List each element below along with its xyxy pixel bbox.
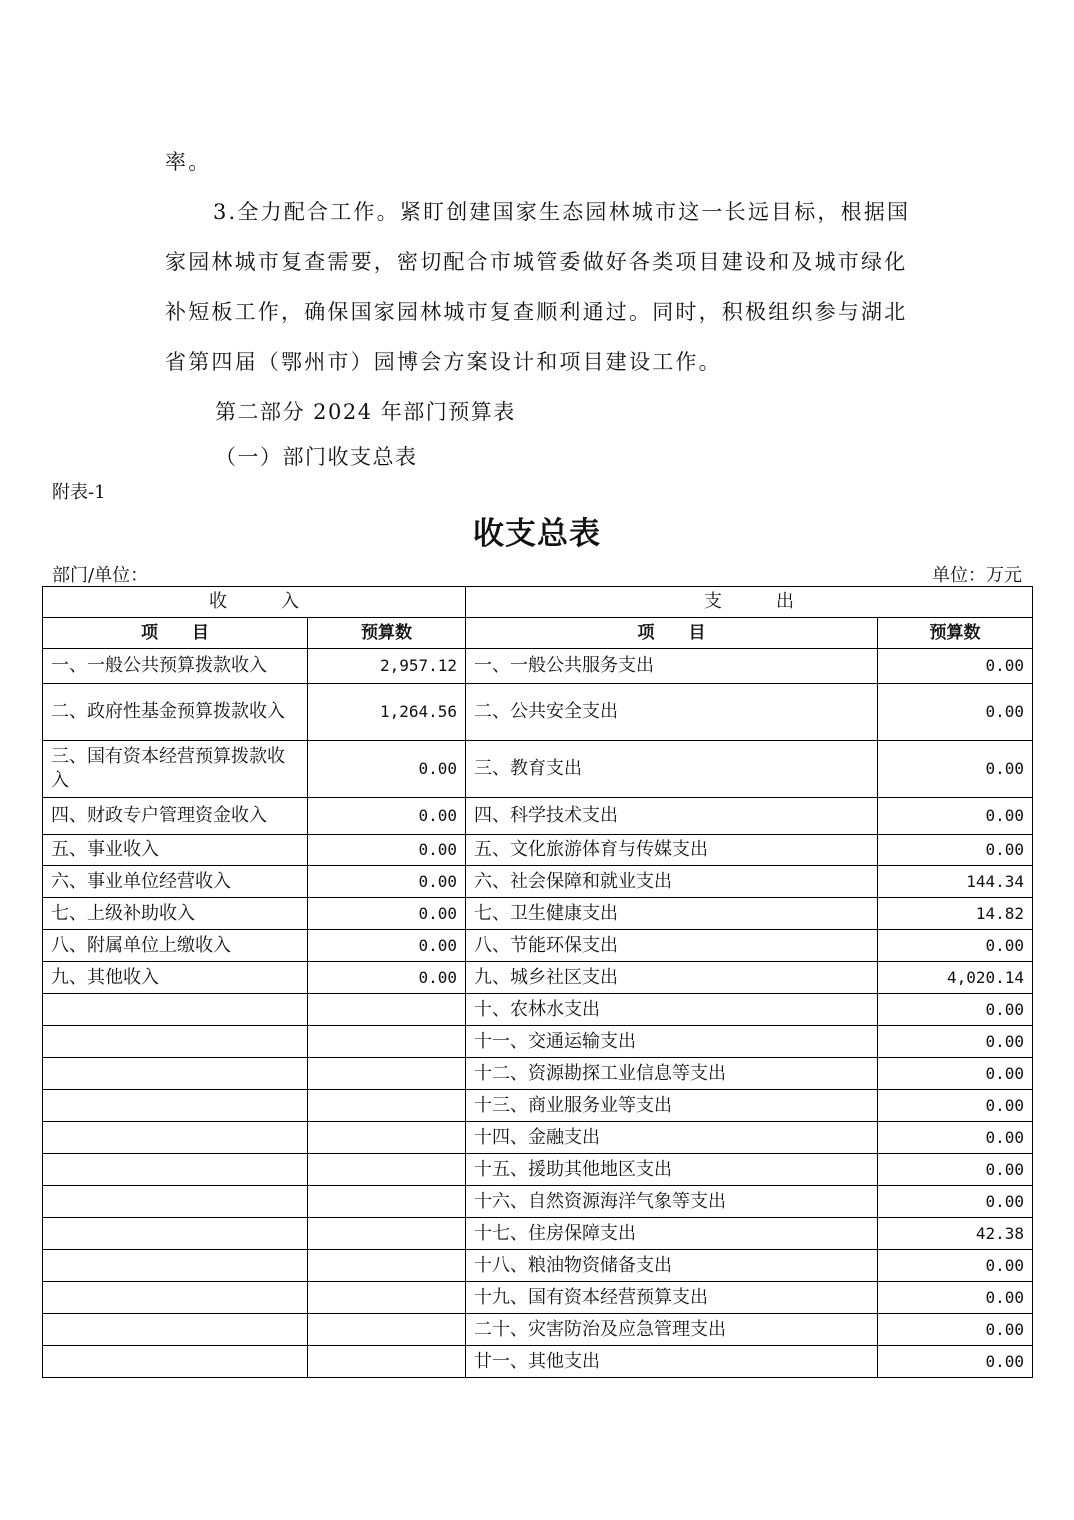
income-item-cell bbox=[43, 1346, 308, 1378]
budget-summary-table bbox=[42, 586, 1033, 1378]
income-amount-cell: 2,957.12 bbox=[308, 649, 466, 684]
expense-item-cell: 十一、交通运输支出 bbox=[466, 1026, 878, 1058]
income-amount-cell bbox=[308, 1186, 466, 1218]
table-row bbox=[43, 962, 1033, 994]
expense-item-cell: 十、农林水支出 bbox=[466, 994, 878, 1026]
expense-item-cell: 八、节能环保支出 bbox=[466, 930, 878, 962]
income-item-cell bbox=[43, 1218, 308, 1250]
expense-amount-cell: 14.82 bbox=[878, 898, 1033, 930]
part-title: 第二部分 2024 年部门预算表 bbox=[215, 400, 516, 424]
income-amount-cell bbox=[308, 1218, 466, 1250]
column-header-row bbox=[43, 618, 1033, 649]
expense-amount-cell: 0.00 bbox=[878, 835, 1033, 866]
income-amount-cell: 0.00 bbox=[308, 962, 466, 994]
income-amount-cell: 0.00 bbox=[308, 835, 466, 866]
expense-item-cell: 十八、粮油物资储备支出 bbox=[466, 1250, 878, 1282]
income-item-cell: 四、财政专户管理资金收入 bbox=[43, 798, 308, 835]
income-amount-cell bbox=[308, 1314, 466, 1346]
income-amount-cell bbox=[308, 1250, 466, 1282]
expense-item-cell: 十三、商业服务业等支出 bbox=[466, 1090, 878, 1122]
income-amount-cell bbox=[308, 1154, 466, 1186]
income-item-cell: 一、一般公共预算拨款收入 bbox=[43, 649, 308, 684]
expense-amount-cell: 0.00 bbox=[878, 1154, 1033, 1186]
expense-amount-cell: 0.00 bbox=[878, 684, 1033, 741]
income-item-cell bbox=[43, 1058, 308, 1090]
expense-amount-cell: 0.00 bbox=[878, 930, 1033, 962]
income-item-cell bbox=[43, 1154, 308, 1186]
table-row bbox=[43, 994, 1033, 1026]
expense-item-cell: 十五、援助其他地区支出 bbox=[466, 1154, 878, 1186]
income-amount-header: 预算数 bbox=[308, 618, 466, 649]
expense-amount-cell: 0.00 bbox=[878, 741, 1033, 798]
income-amount-cell: 0.00 bbox=[308, 898, 466, 930]
table-row bbox=[43, 649, 1033, 684]
expense-item-header: 项 目 bbox=[466, 618, 878, 649]
expense-amount-cell: 0.00 bbox=[878, 798, 1033, 835]
table-row bbox=[43, 1122, 1033, 1154]
expense-amount-cell: 0.00 bbox=[878, 649, 1033, 684]
income-item-cell bbox=[43, 1122, 308, 1154]
table-row bbox=[43, 835, 1033, 866]
table-row bbox=[43, 866, 1033, 898]
expense-item-cell: 十六、自然资源海洋气象等支出 bbox=[466, 1186, 878, 1218]
department-label: 部门/单位： bbox=[52, 565, 149, 586]
expense-item-cell: 十四、金融支出 bbox=[466, 1122, 878, 1154]
table-row bbox=[43, 1058, 1033, 1090]
income-amount-cell bbox=[308, 1282, 466, 1314]
income-item-cell bbox=[43, 1314, 308, 1346]
expense-item-cell: 一、一般公共服务支出 bbox=[466, 649, 878, 684]
expense-item-cell: 九、城乡社区支出 bbox=[466, 962, 878, 994]
paragraph-work-item-3: 3.全力配合工作。紧盯创建国家生态园林城市这一长远目标，根据国家园林城市复查需要，密切配合市城管委做好各类项目建设和及城市绿化补短板工作，确保国家园林城市复查顺利通过。同时，积极组织参与湖北省第四届（鄂州市）园博会方案设计和项目建设工作。 bbox=[165, 200, 911, 374]
expense-amount-cell: 0.00 bbox=[878, 1282, 1033, 1314]
income-amount-cell bbox=[308, 1122, 466, 1154]
expense-item-cell: 十二、资源勘探工业信息等支出 bbox=[466, 1058, 878, 1090]
table-row bbox=[43, 1186, 1033, 1218]
expense-item-cell: 六、社会保障和就业支出 bbox=[466, 866, 878, 898]
group-header-row bbox=[43, 587, 1033, 618]
income-amount-cell bbox=[308, 1346, 466, 1378]
expense-item-cell: 十七、住房保障支出 bbox=[466, 1218, 878, 1250]
expense-amount-cell: 0.00 bbox=[878, 1122, 1033, 1154]
income-group-header: 收 入 bbox=[43, 587, 466, 618]
income-item-cell bbox=[43, 1026, 308, 1058]
unit-label: 单位：万元 bbox=[932, 565, 1022, 586]
expense-group-header: 支 出 bbox=[466, 587, 1033, 618]
table-row bbox=[43, 1218, 1033, 1250]
income-item-cell: 七、上级补助收入 bbox=[43, 898, 308, 930]
expense-amount-cell: 0.00 bbox=[878, 1058, 1033, 1090]
income-item-cell: 九、其他收入 bbox=[43, 962, 308, 994]
table-title: 收支总表 bbox=[473, 516, 601, 552]
income-amount-cell: 0.00 bbox=[308, 930, 466, 962]
expense-item-cell: 十九、国有资本经营预算支出 bbox=[466, 1282, 878, 1314]
expense-item-cell: 廿一、其他支出 bbox=[466, 1346, 878, 1378]
expense-amount-cell: 0.00 bbox=[878, 1250, 1033, 1282]
table-row bbox=[43, 1250, 1033, 1282]
table-row bbox=[43, 1154, 1033, 1186]
income-amount-cell bbox=[308, 1026, 466, 1058]
income-item-cell bbox=[43, 1090, 308, 1122]
expense-amount-cell: 0.00 bbox=[878, 1186, 1033, 1218]
income-item-cell bbox=[43, 1250, 308, 1282]
table-row bbox=[43, 741, 1033, 798]
table-row bbox=[43, 684, 1033, 741]
expense-item-cell: 二、公共安全支出 bbox=[466, 684, 878, 741]
expense-amount-cell: 0.00 bbox=[878, 994, 1033, 1026]
income-item-cell: 三、国有资本经营预算拨款收入 bbox=[43, 741, 308, 798]
table-row bbox=[43, 1282, 1033, 1314]
expense-item-cell: 四、科学技术支出 bbox=[466, 798, 878, 835]
attachment-label: 附表-1 bbox=[52, 482, 106, 503]
income-amount-cell: 0.00 bbox=[308, 798, 466, 835]
income-item-cell bbox=[43, 1282, 308, 1314]
table-row bbox=[43, 898, 1033, 930]
expense-amount-cell: 0.00 bbox=[878, 1026, 1033, 1058]
income-item-cell: 二、政府性基金预算拨款收入 bbox=[43, 684, 308, 741]
section-subtitle: （一）部门收支总表 bbox=[215, 445, 418, 469]
expense-amount-cell: 4,020.14 bbox=[878, 962, 1033, 994]
income-item-header: 项 目 bbox=[43, 618, 308, 649]
income-amount-cell bbox=[308, 994, 466, 1026]
income-item-cell: 八、附属单位上缴收入 bbox=[43, 930, 308, 962]
income-amount-cell bbox=[308, 1058, 466, 1090]
expense-amount-cell: 144.34 bbox=[878, 866, 1033, 898]
table-row bbox=[43, 1090, 1033, 1122]
expense-item-cell: 五、文化旅游体育与传媒支出 bbox=[466, 835, 878, 866]
income-item-cell bbox=[43, 1186, 308, 1218]
paragraph-continuation: 率。 bbox=[165, 150, 212, 174]
income-item-cell: 五、事业收入 bbox=[43, 835, 308, 866]
income-amount-cell bbox=[308, 1090, 466, 1122]
expense-amount-cell: 0.00 bbox=[878, 1314, 1033, 1346]
expense-item-cell: 三、教育支出 bbox=[466, 741, 878, 798]
income-amount-cell: 1,264.56 bbox=[308, 684, 466, 741]
expense-amount-header: 预算数 bbox=[878, 618, 1033, 649]
table-row bbox=[43, 1346, 1033, 1378]
table-row bbox=[43, 1026, 1033, 1058]
expense-amount-cell: 0.00 bbox=[878, 1346, 1033, 1378]
income-item-cell: 六、事业单位经营收入 bbox=[43, 866, 308, 898]
expense-item-cell: 七、卫生健康支出 bbox=[466, 898, 878, 930]
expense-amount-cell: 42.38 bbox=[878, 1218, 1033, 1250]
table-row bbox=[43, 1314, 1033, 1346]
income-amount-cell: 0.00 bbox=[308, 741, 466, 798]
income-item-cell bbox=[43, 994, 308, 1026]
income-amount-cell: 0.00 bbox=[308, 866, 466, 898]
table-row bbox=[43, 930, 1033, 962]
expense-amount-cell: 0.00 bbox=[878, 1090, 1033, 1122]
expense-item-cell: 二十、灾害防治及应急管理支出 bbox=[466, 1314, 878, 1346]
table-row bbox=[43, 798, 1033, 835]
